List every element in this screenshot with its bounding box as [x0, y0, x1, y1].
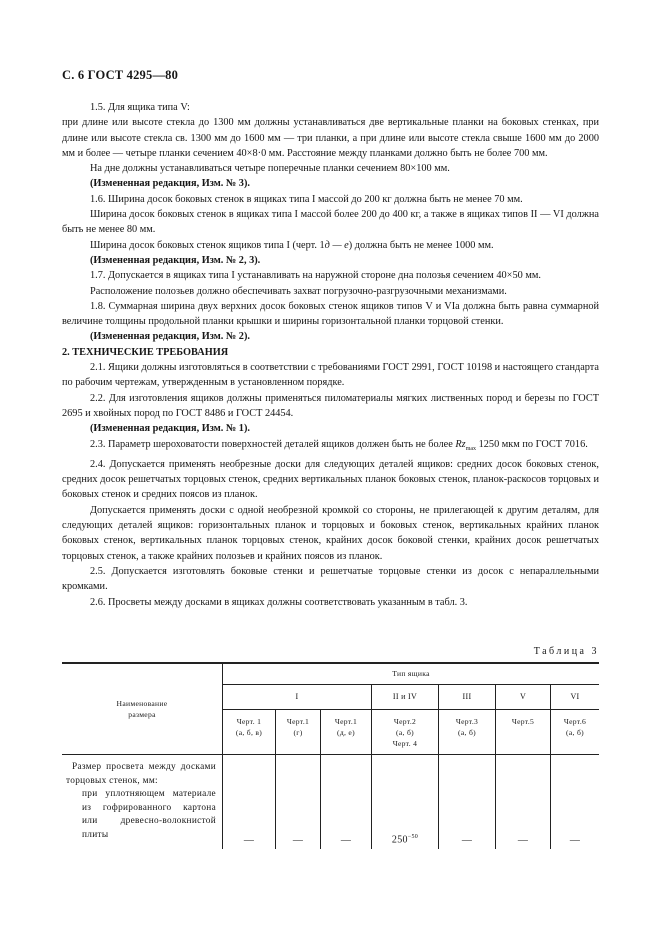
chart-ref	[223, 710, 276, 755]
name-header-line1: Наименование	[116, 699, 168, 708]
name-header	[62, 663, 223, 755]
clause-2-6: 2.6. Просветы между досками в ящиках должны соответствовать указанным в табл. 3.	[90, 596, 468, 608]
amendment-note: (Измененная редакция, Изм. № 3).	[90, 178, 250, 190]
amendment-note: (Измененная редакция, Изм. № 1).	[90, 423, 250, 435]
table-caption: Таблица 3	[533, 646, 599, 657]
chart-ref-sub: (г)	[293, 728, 303, 737]
chart-ref-sub: (а, б, в)	[235, 728, 263, 737]
amendment-note: (Измененная редакция, Изм. № 2).	[90, 331, 250, 343]
type-iii-header: III	[439, 685, 496, 710]
clause-2-4-edges: Допускается применять доски с одной необрезной кромкой со стороны, не прилегающей к другим деталям, для следующих деталей ящиков: горизонтальных планок и торцовых и боковых стенок, вертикальных крайних планок боковых стенок, вертикальных планок торцовых стенок, крайних досок боковой стенки, крайних досок решетчатых торцовых стенок, а также крайних полозьев и крайних поясов из планок.	[62, 504, 599, 562]
table-cell: —	[223, 755, 276, 849]
chart-ref	[321, 710, 372, 755]
section-title: 2. ТЕХНИЧЕСКИЕ ТРЕБОВАНИЯ	[62, 346, 229, 358]
chart-ref	[551, 710, 600, 755]
document-body	[62, 100, 599, 610]
clause-1-6: 1.6. Ширина досок боковых стенок в ящиках типа I массой до 200 кг должна быть не менее 70 мм.	[90, 193, 523, 205]
row-label-condition: при уплотняющем материале из гофрированного картона или древесно-волокнистой плиты	[82, 789, 216, 840]
chart-ref	[276, 710, 321, 755]
clause-1-6-width-ref: д — е	[324, 239, 349, 251]
chart-ref	[439, 710, 496, 755]
chart-ref	[372, 710, 439, 755]
clause-2-2: 2.2. Для изготовления ящиков должны применяться пиломатериалы мягких лиственных пород и березы по ГОСТ 2695 и хвойных пород по ГОСТ 8486 и ГОСТ 24454.	[62, 392, 599, 419]
clause-1-7-skids: Расположение полозьев должно обеспечивать захват погрузочно-разгрузочными механизмами.	[90, 285, 507, 297]
chart-ref-sub: (а, б)	[566, 728, 584, 737]
gap-tolerance: −50	[407, 834, 419, 841]
chart-ref-sub: (д, е)	[337, 728, 355, 737]
row-label-main: Размер просвета между досками торцовых стенок, мм:	[66, 762, 216, 786]
chart-ref-line: Черт.5	[511, 717, 535, 726]
chart-ref-extra: Черт. 4	[392, 739, 418, 748]
clause-1-5-text: при длине или высоте стекла до 1300 мм должны устанавливаться две вертикальные планки на боковых стенках, при длине или высоте стекла св. 1300 мм до 1600 мм — три планки, а при длине или высоте стекла свыше 1600 мм до 2000 мм и более — четыре планки сечением 40×8·0 мм. Расстояние между планками должно быть не более 700 мм.	[62, 117, 599, 159]
clause-1-6-width	[62, 238, 599, 253]
row-label	[62, 755, 223, 849]
chart-ref-line: Черт.1	[286, 717, 310, 726]
clause-2-3-post: 1250 мкм по ГОСТ 7016.	[478, 438, 588, 450]
clause-1-6-types: Ширина досок боковых стенок в ящиках типа I массой более 200 до 400 кг, а также в ящиках типов II — VI должна быть не менее 80 мм.	[62, 209, 599, 236]
clause-1-5: 1.5. Для ящика типа V:	[90, 102, 190, 113]
chart-ref-line: Черт.3	[455, 717, 479, 726]
table-cell: —	[276, 755, 321, 849]
gap-value: 250	[391, 834, 408, 846]
table-cell: —	[321, 755, 372, 849]
chart-ref-sub: (а, б)	[458, 728, 476, 737]
roughness-subscript: max	[465, 445, 477, 452]
table-cell-value	[372, 755, 439, 849]
clause-1-6-width-post: ) должна быть не менее 1000 мм.	[348, 239, 494, 251]
clause-1-5-bottom: На дне должны устанавливаться четыре поперечные планки сечением 80×100 мм.	[90, 163, 450, 175]
table-cell: —	[496, 755, 551, 849]
table-cell: —	[551, 755, 600, 849]
chart-ref	[496, 710, 551, 755]
type-i-header: I	[223, 685, 372, 710]
chart-ref-line: Черт. 1	[236, 717, 262, 726]
type-ii-iv-header: II и IV	[372, 685, 439, 710]
type-vi-header: VI	[551, 685, 600, 710]
page-header: С. 6 ГОСТ 4295—80	[62, 68, 179, 82]
table-cell: —	[439, 755, 496, 849]
chart-ref-line: Черт.2	[393, 717, 417, 726]
name-header-line2: размера	[128, 710, 156, 719]
amendment-note: (Измененная редакция, Изм. № 2, 3).	[90, 254, 261, 266]
roughness-symbol: Rz	[455, 438, 466, 450]
chart-ref-line: Черт.6	[563, 717, 587, 726]
clause-1-7: 1.7. Допускается в ящиках типа I устанавливать на наружной стороне дна полозья сечением 40×50 мм.	[90, 270, 541, 282]
chart-ref-sub: (а, б)	[396, 728, 414, 737]
clause-1-6-width-pre: Ширина досок боковых стенок ящиков типа I (черт. 1	[90, 239, 325, 251]
clause-1-8: 1.8. Суммарная ширина двух верхних досок боковых стенок ящиков типов V и VIa должна быть равна суммарной величине толщины продольной планки крышки и ширины горизонтальной планки торцовой стенки.	[62, 300, 599, 328]
chart-ref-line: Черт.1	[334, 717, 358, 726]
clause-2-1: 2.1. Ящики должны изготовляться в соответствии с требованиями ГОСТ 2991, ГОСТ 10198 и настоящего стандарта по рабочим чертежам, утвержденным в установленном порядке.	[62, 362, 599, 389]
clause-2-5: 2.5. Допускается изготовлять боковые стенки и решетчатые торцовые стенки из досок с непараллельными кромками.	[62, 565, 599, 593]
clause-2-3-pre: 2.3. Параметр шероховатости поверхностей деталей ящиков должен быть не более	[90, 438, 453, 450]
clause-2-4: 2.4. Допускается применять необрезные доски для следующих деталей ящиков: средних досок боковых стенок, средних досок решетчатых торцовых стенок, средних вертикальных планок боковых стенок, планок-раскосов торцовых и боковых стенок и средних поясов из планок.	[62, 458, 599, 501]
type-header: Тип ящика	[223, 663, 600, 685]
clause-2-3	[62, 437, 599, 457]
type-v-header: V	[496, 685, 551, 710]
gap-size-table	[62, 662, 599, 849]
